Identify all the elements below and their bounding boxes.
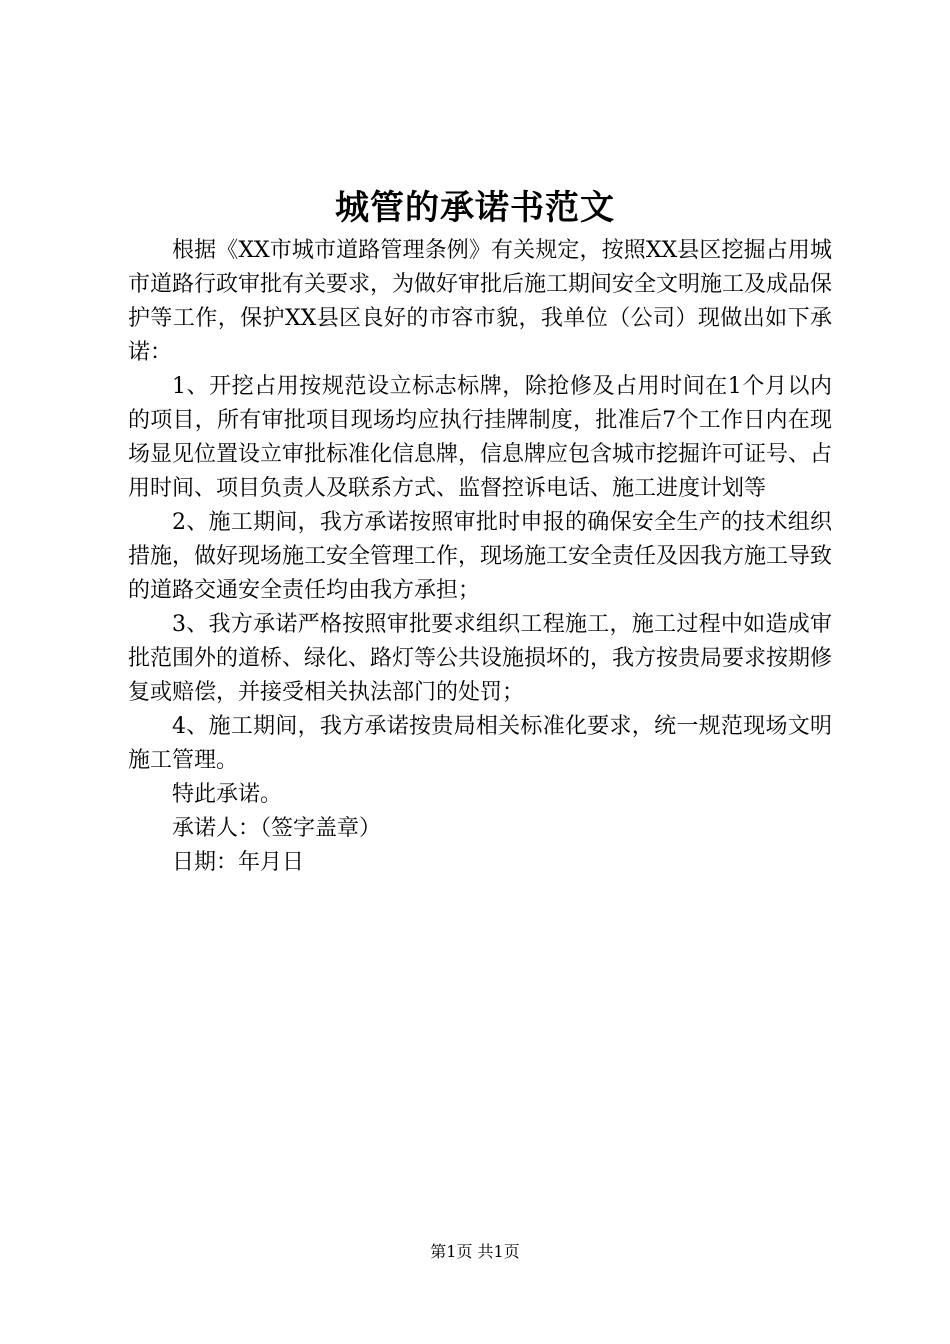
date-line: 日期：年月日: [172, 850, 305, 875]
commitment-item-4: 4、施工期间，我方承诺按贵局相关标准化要求，统一规范现场文明施工管理。: [128, 714, 832, 773]
document-body: [128, 234, 832, 880]
commitment-item-2: 2、施工期间，我方承诺按照审批时申报的确保安全生产的技术组织措施，做好现场施工安全管理工作，现场施工安全责任及因我方施工导致的道路交通安全责任均由我方承担；: [128, 510, 833, 603]
closing-statement: 特此承诺。: [172, 782, 283, 807]
signatory-line: 承诺人：（签字盖章）: [172, 816, 382, 841]
commitment-item-3: 3、我方承诺严格按照审批要求组织工程施工，施工过程中如造成审批范围外的道桥、绿化、路灯等公共设施损坏的，我方按贵局要求按期修复或赔偿，并接受相关执法部门的处罚；: [128, 612, 833, 705]
document-title: 城管的承诺书范文: [335, 188, 615, 228]
page-number-footer: 第1页 共1页: [430, 1242, 520, 1261]
commitment-item-1: 1、开挖占用按规范设立标志标牌，除抢修及占用时间在1个月以内的项目，所有审批项目现场均应执行挂牌制度，批准后7个工作日内在现场显见位置设立审批标准化信息牌，信息牌应包含城市挖掘许可证号、占用时间、项目负责人及联系方式、监督控诉电话、施工进度计划等: [128, 374, 833, 501]
intro-paragraph: 根据《XX市城市道路管理条例》有关规定，按照XX县区挖掘占用城市道路行政审批有关要求，为做好审批后施工期间安全文明施工及成品保护等工作，保护XX县区良好的市容市貌，我单位（公司）现做出如下承诺：: [128, 238, 833, 365]
